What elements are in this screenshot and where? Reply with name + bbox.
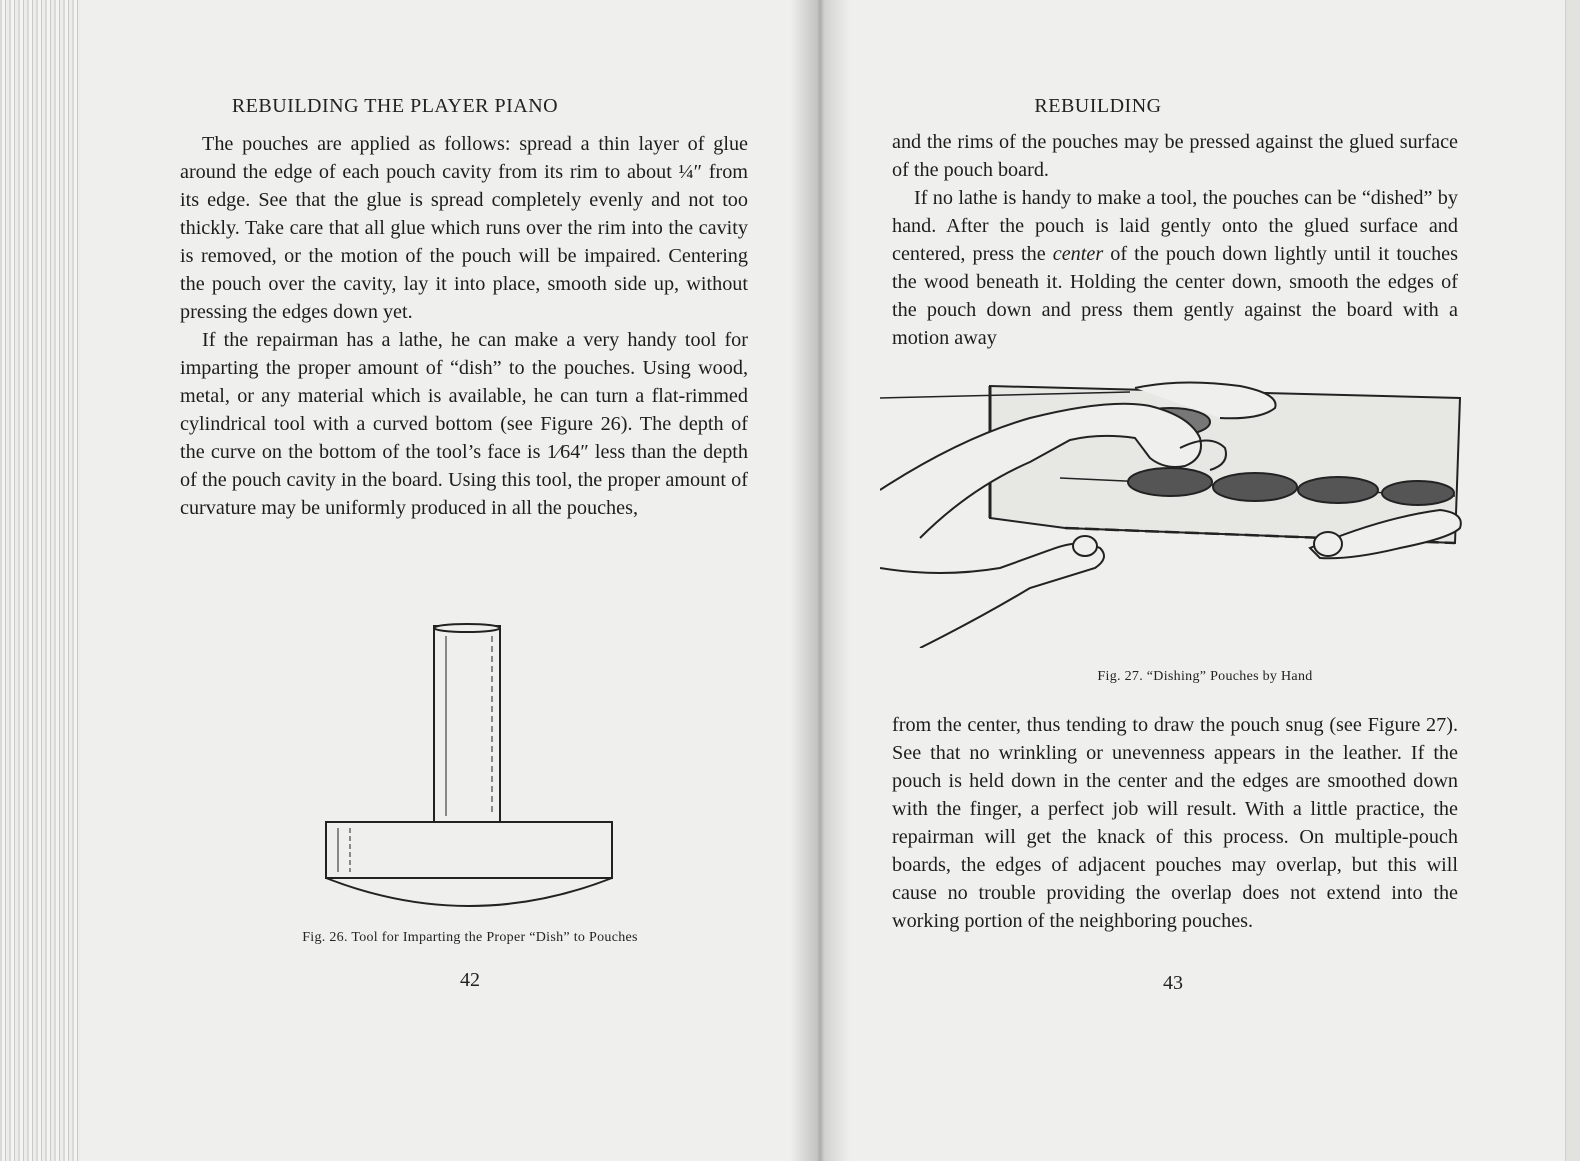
tool-shaft-top [434, 624, 500, 632]
right-body-text-bottom [892, 711, 1458, 935]
right-page-edge [1565, 0, 1580, 1161]
page-edges [0, 0, 80, 1161]
tool-shaft [434, 626, 500, 822]
figure-26-caption: Fig. 26. Tool for Imparting the Proper “Dish” to Pouches [302, 930, 638, 945]
pouch [1213, 473, 1297, 501]
left-page [80, 0, 810, 1161]
page-number-left: 42 [460, 969, 480, 991]
page-number-right: 43 [1163, 972, 1183, 994]
tool-curved-bottom [326, 878, 612, 906]
paragraph: If the repairman has a lathe, he can make a very handy tool for imparting the proper amount of “dish” to the pouches. Using wood, metal, or any material which is available, he can turn a flat-rimmed cylindrical tool with a curved bottom (see Figure 26). The depth of the curve on the bottom of the tool’s face is 1⁄64″ less than the depth of the pouch cavity in the board. Using this tool, the proper amount of curvature may be uniformly produced in all the pouches, [180, 329, 748, 519]
figure-27-hand-illustration [880, 378, 1470, 648]
pouch [1298, 477, 1378, 503]
paragraph: The pouches are applied as follows: spread a thin layer of glue around the edge of each pouch cavity from its rim to about ¼″ from its edge. See that the glue is spread completely evenly and not too thickly. Take care that all glue which runs over the rim into the cavity is removed, or the motion of the pouch will be impaired. Centering the pouch over the cavity, lay it into place, smooth side up, without pressing the edges down yet. [180, 133, 748, 323]
left-body-text [180, 130, 748, 522]
figure-26-tool-illustration [316, 616, 616, 926]
right-body-text-top [892, 128, 1458, 352]
running-head-right: REBUILDING [1034, 95, 1162, 117]
figure-27-caption: Fig. 27. “Dishing” Pouches by Hand [1097, 669, 1313, 684]
emphasis: center [1052, 243, 1104, 265]
pouch [1382, 481, 1454, 505]
tool-flange [326, 822, 612, 878]
running-head-left: REBUILDING THE PLAYER PIANO [231, 95, 559, 117]
paragraph: from the center, thus tending to draw the pouch snug (see Figure 27). See that no wrinkling or unevenness appears in the leather. If the pouch is held down in the center and the edges are smoothed down with the finger, a perfect job will result. With a little practice, the repairman will get the knack of this process. On multiple-pouch boards, the edges of adjacent pouches may overlap, but this will cause no trouble providing the overlap does not extend into the working portion of the neighboring pouches. [892, 714, 1458, 932]
paragraph: If no lathe is handy to make a tool, the pouches can be “dished” by hand. After the pouch is laid gently onto the glued surface and centered, press the center of the pouch down lightly until it touches the wood beneath it. Holding the center down, smooth the edges of the pouch down and press them gently against the board with a motion away [892, 187, 1458, 349]
right-page [830, 0, 1566, 1161]
pouch [1128, 468, 1212, 496]
lower-hand [880, 543, 1104, 648]
paragraph: and the rims of the pouches may be pressed against the glued surface of the pouch board. [892, 131, 1458, 181]
